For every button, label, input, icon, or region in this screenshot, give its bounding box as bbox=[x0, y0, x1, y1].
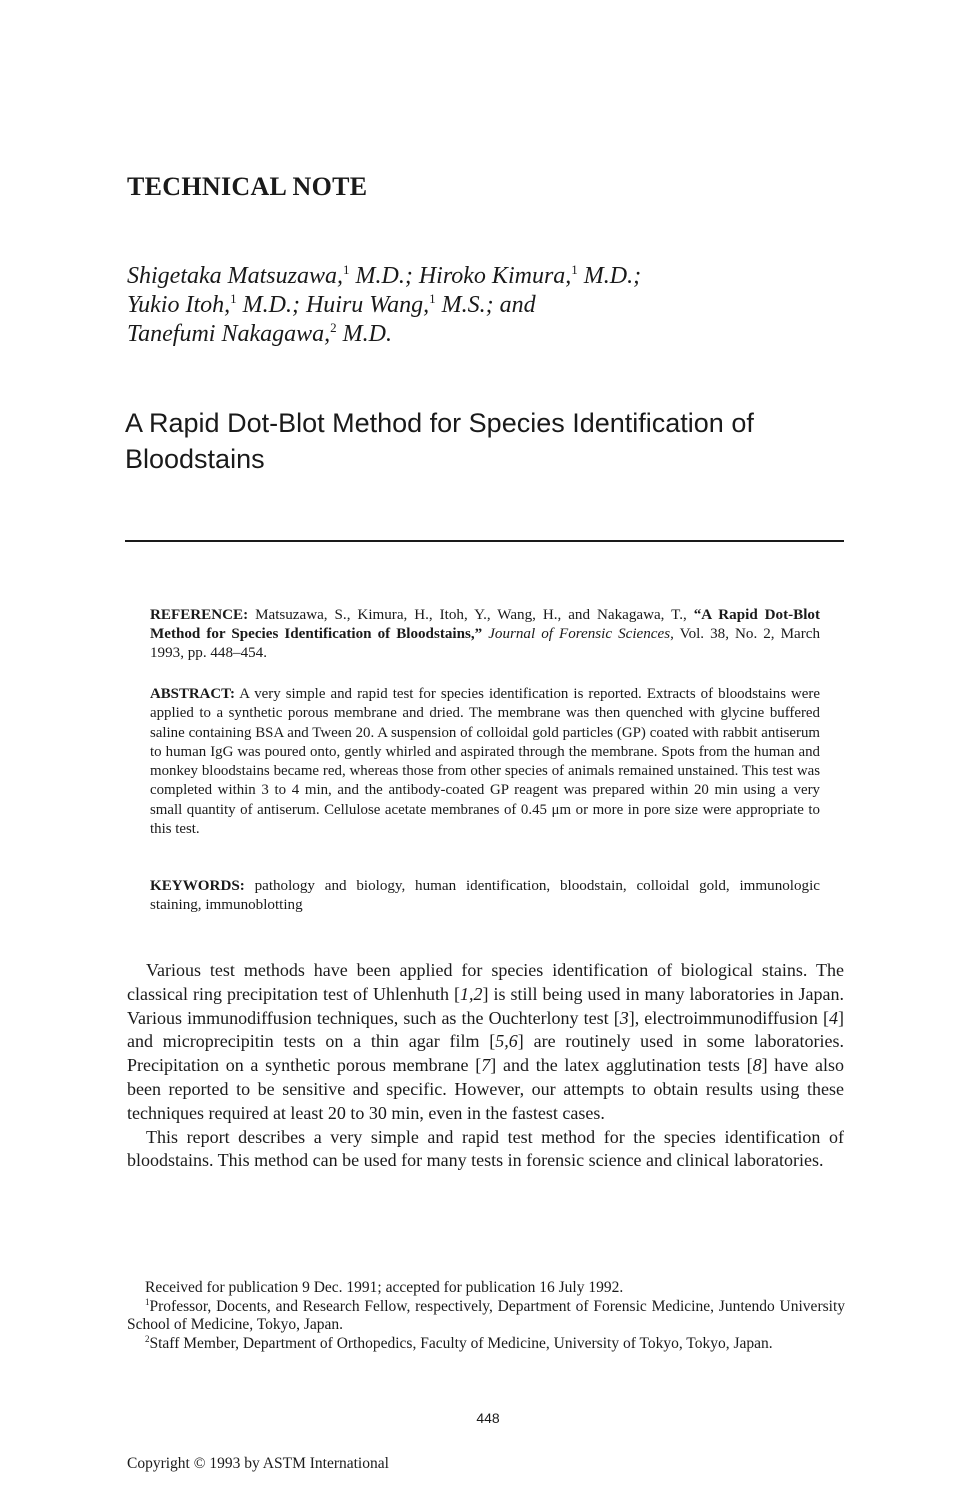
author-degree: M.D.; bbox=[577, 263, 642, 289]
body-paragraph: This report describes a very simple and rapid test method for the species identification of bloodstains. This method can be used for many tests in forensic science and clinical laboratories. bbox=[127, 1126, 844, 1171]
author-list bbox=[127, 262, 847, 349]
citation-ref: 4 bbox=[829, 1007, 838, 1028]
abstract-text: A very simple and rapid test for species identification is reported. Extracts of bloodstains were applied to a synthetic porous membrane and dried. The membrane was then quenched with glycine buffered saline containing BSA and Tween 20. A suspension of colloidal gold particles (GP) coated with rabbit antiserum to human IgG was poured onto, gently whirled and aspirated through the membrane. Spots from the human and monkey bloodstains became red, whereas those from other species of animals remained unstained. This test was completed within 3 to 4 min, and the antibody-coated GP reagent was prepared within 20 min using a very small quantity of antiserum. Cellulose acetate membranes of 0.45 μm or more in pore size were appropriate to this test. bbox=[150, 686, 820, 838]
footnotes bbox=[127, 1279, 845, 1353]
received-note: Received for publication 9 Dec. 1991; accepted for publication 16 July 1992. bbox=[145, 1279, 624, 1296]
author-degree: M.S.; and bbox=[435, 292, 536, 318]
affiliation-mark: 1 bbox=[571, 262, 578, 277]
title-divider bbox=[125, 540, 844, 542]
body-text-run: Various test methods have been applied for species identification of biological stains. The classical ring precipitation test of Uhlenhuth [ bbox=[127, 960, 844, 1004]
reference-title: “A Rapid Dot-Blot Method for Species Identification of Bloodstains,” bbox=[150, 607, 820, 642]
body-text-run: ] have also been reported to be sensitive and specific. However, our attempts to obtain results using these techniques required at least 20 to 30 min, even in the fastest cases. bbox=[127, 1055, 844, 1123]
article-title: A Rapid Dot-Blot Method for Species Identification of Bloodstains bbox=[125, 408, 754, 474]
footnote-mark: 1 bbox=[145, 1296, 150, 1307]
author-name: Shigetaka Matsuzawa, bbox=[127, 263, 343, 289]
footnote-mark: 2 bbox=[145, 1333, 150, 1344]
reference-authors: Matsuzawa, S., Kimura, H., Itoh, Y., Wang, H., and Nakagawa, T., bbox=[248, 607, 694, 623]
reference-citation: , Vol. 38, No. 2, March 1993, pp. 448–454. bbox=[150, 625, 821, 661]
section-label: TECHNICAL NOTE bbox=[127, 172, 368, 201]
footnote-2 bbox=[127, 1335, 845, 1354]
body-text bbox=[127, 959, 844, 1173]
author-name: Huiru Wang, bbox=[299, 292, 430, 318]
affiliation-mark: 2 bbox=[330, 320, 337, 335]
affiliation-mark: 1 bbox=[230, 291, 237, 306]
reference-label: REFERENCE: bbox=[150, 607, 249, 623]
page-number: 448 bbox=[476, 1410, 500, 1426]
body-text-run: ], electroimmunodiffusion [ bbox=[628, 1007, 829, 1028]
author-degree: M.D.; bbox=[236, 292, 300, 318]
citation-ref: 3 bbox=[619, 1007, 629, 1028]
citation-ref: 8 bbox=[752, 1055, 762, 1076]
citation-ref: 7 bbox=[481, 1055, 491, 1076]
abstract-block bbox=[150, 685, 820, 839]
body-text-run: ] and the latex agglutination tests [ bbox=[490, 1055, 753, 1076]
citation-ref: 1,2 bbox=[459, 983, 483, 1004]
reference-block bbox=[150, 606, 820, 662]
body-text-run: ] and microprecipitin tests on a thin agar film [ bbox=[127, 1007, 844, 1052]
copyright-notice: Copyright © 1993 by ASTM International bbox=[127, 1455, 389, 1472]
body-paragraph bbox=[127, 959, 844, 1126]
body-text-run: ] is still being used in many laboratories in Japan. Various immunodiffusion techniques, such as the Ouchterlony test [ bbox=[127, 983, 844, 1028]
author-name: Yukio Itoh, bbox=[127, 292, 231, 318]
citation-ref: 5,6 bbox=[495, 1031, 518, 1052]
author-name: Hiroko Kimura, bbox=[412, 263, 572, 289]
affiliation-mark: 1 bbox=[343, 262, 350, 277]
reference-journal: Journal of Forensic Sciences bbox=[482, 625, 671, 642]
footnote-text: Professor, Docents, and Research Fellow, respectively, Department of Forensic Medicine, Juntendo University School of Medicine, Tokyo, Japan. bbox=[127, 1297, 845, 1333]
footnote-text: Staff Member, Department of Orthopedics, Faculty of Medicine, University of Tokyo, Tokyo, Japan. bbox=[149, 1334, 773, 1352]
abstract-label: ABSTRACT: bbox=[150, 686, 235, 702]
author-degree: M.D. bbox=[336, 321, 392, 347]
author-name: Tanefumi Nakagawa, bbox=[127, 321, 331, 347]
keywords-text: pathology and biology, human identification, bloodstain, colloidal gold, immunologic staining, immunoblotting bbox=[150, 878, 820, 913]
keywords-label: KEYWORDS: bbox=[150, 878, 245, 894]
author-degree: M.D.; bbox=[349, 263, 413, 289]
body-text-run: ] are routinely used in some laboratories. Precipitation on a synthetic porous membrane [ bbox=[127, 1031, 844, 1076]
keywords-block bbox=[150, 877, 820, 915]
footnote-1 bbox=[127, 1298, 845, 1335]
affiliation-mark: 1 bbox=[429, 291, 436, 306]
